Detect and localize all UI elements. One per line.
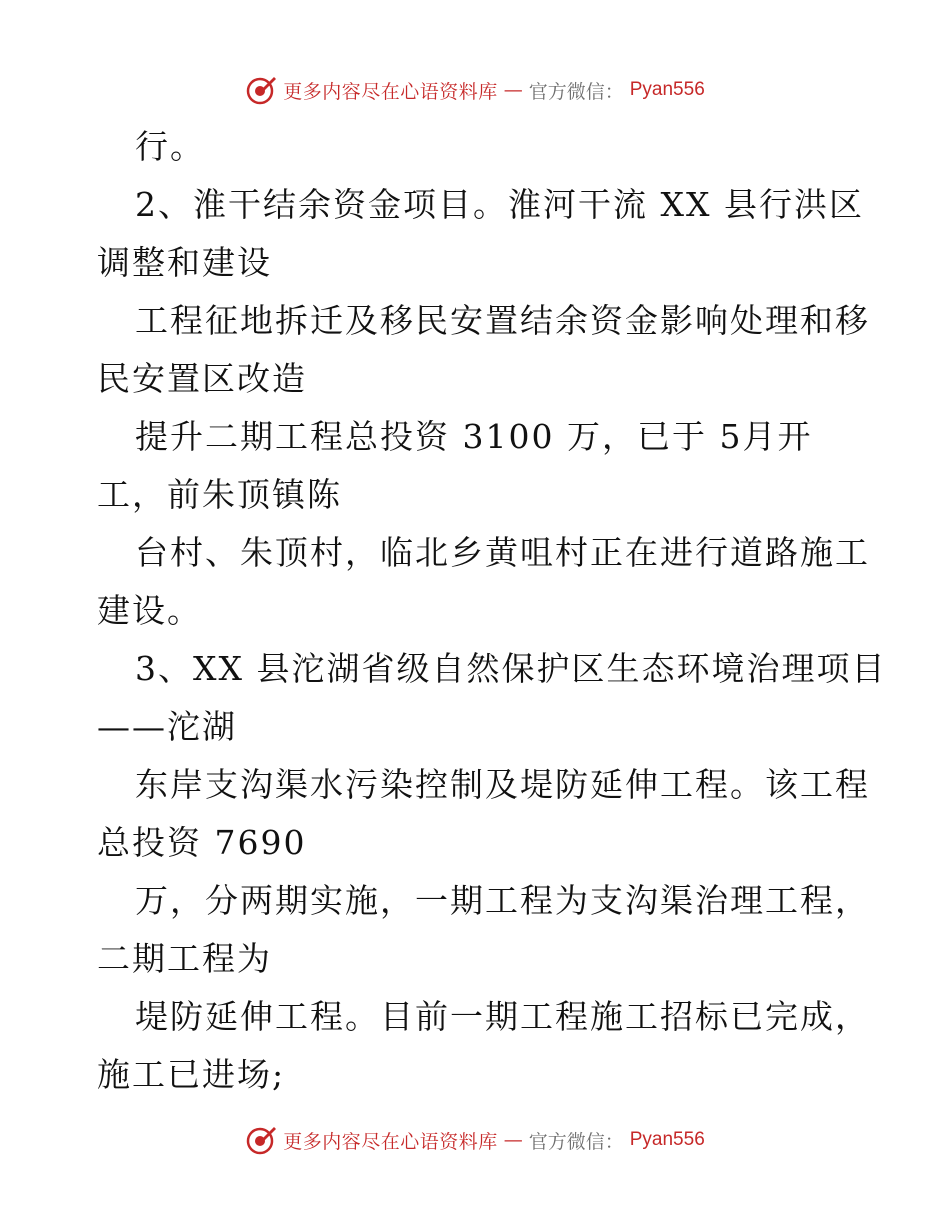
text-line: 3、XX 县沱湖省级自然保护区生态环境治理项目 [135, 649, 887, 688]
text-line: 二期工程为 [97, 939, 272, 978]
text-line: ——沱湖 [97, 707, 237, 746]
text-line: 东岸支沟渠水污染控制及堤防延伸工程。该工程 [135, 765, 870, 804]
watermark-text: 更多内容尽在心语资料库 [283, 1130, 498, 1153]
text-line: 万，分两期实施，一期工程为支沟渠治理工程， [135, 881, 870, 920]
text-line: 台村、朱顶村，临北乡黄咀村正在进行道路施工 [135, 533, 870, 572]
text-line: 工，前朱顶镇陈 [97, 475, 342, 514]
text-line: 调整和建设 [97, 243, 272, 282]
watermark-official-label: 官方微信： [528, 80, 624, 103]
watermark-official-label: 官方微信： [528, 1130, 624, 1153]
text-line: 建设。 [97, 591, 202, 630]
text-line: 行。 [135, 127, 205, 166]
text-line: 工程征地拆迁及移民安置结余资金影响处理和移 [135, 301, 870, 340]
text-line: 总投资 7690 [97, 823, 307, 862]
watermark-text: 更多内容尽在心语资料库 [283, 80, 498, 103]
watermark-account-id: Pyan556 [629, 1129, 705, 1150]
header-watermark [0, 72, 950, 108]
watermark-separator: — [503, 1129, 523, 1151]
text-line: 提升二期工程总投资 3100 万，已于 5月开 [135, 417, 813, 456]
text-line: 施工已进场; [97, 1055, 286, 1094]
text-line: 民安置区改造 [97, 359, 307, 398]
text-line: 2、淮干结余资金项目。淮河干流 XX 县行洪区 [135, 185, 864, 224]
text-line: 堤防延伸工程。目前一期工程施工招标已完成， [135, 997, 870, 1036]
document-body [97, 118, 887, 1104]
pen-logo-icon [245, 1124, 277, 1156]
footer-watermark [0, 1122, 950, 1158]
watermark-separator: — [503, 79, 523, 101]
pen-logo-icon [245, 74, 277, 106]
watermark-account-id: Pyan556 [629, 79, 705, 100]
